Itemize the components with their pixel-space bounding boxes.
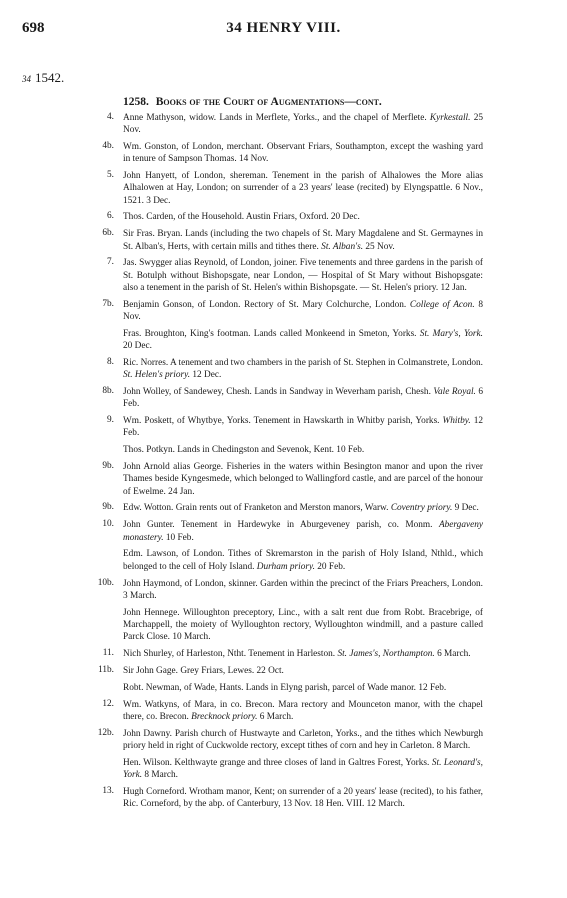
entry-date: 8 Nov. bbox=[123, 299, 483, 322]
entry-date: 9 Dec. bbox=[454, 503, 479, 514]
entry-body: John Haymond, of London, skinner. Garden within the precinct of the Friars Preachers, London. 3 March. bbox=[123, 578, 483, 601]
entry-source: St. Alban's. bbox=[321, 241, 364, 252]
entry-text bbox=[123, 665, 483, 677]
page-number: 698 bbox=[22, 20, 45, 36]
entry-source: Vale Royal. bbox=[433, 387, 476, 398]
entry-text bbox=[123, 502, 483, 514]
entry-source: Abergaveny monastery. bbox=[123, 520, 484, 543]
entry-source: St. James's, Northampton. bbox=[337, 648, 435, 659]
entry-text bbox=[123, 228, 483, 252]
entry-body: John Hanyett, of London, shereman. Tenement in the parish of Alhalowes the More alias Alhalowen at Hay, London; on surrender of a 23 years' lease (recited) by Elyngspattle. 6 Nov., 1521. 3 Dec. bbox=[123, 171, 483, 206]
list-item bbox=[0, 328, 567, 352]
entry-number: 12. bbox=[102, 698, 114, 709]
year-line bbox=[22, 70, 64, 86]
entry-date: 8 March. bbox=[144, 769, 178, 780]
list-item bbox=[0, 519, 567, 543]
section-title: Books of the Court of Augmentations—cont. bbox=[155, 96, 382, 108]
list-item bbox=[0, 415, 567, 439]
entry-source: St. Leonard's, York. bbox=[123, 757, 483, 780]
entry-text bbox=[123, 444, 483, 456]
entry-text bbox=[123, 357, 483, 381]
entry-body: Fras. Broughton, King's footman. Lands called Monkeend in Smeton, Yorks. bbox=[123, 328, 417, 339]
entry-date: 20 Feb. bbox=[317, 561, 346, 572]
entry-body: Jas. Swygger alias Reynold, of London, joiner. Five tenements and three gardens in the parish of St. Botulph without Bishopsgate, near London, — Hospital of St Mary without Bishopsgate: also a tenement in the parish of St. Helen's within Bishopsgate. — St. Helen's priory. 12 Jan. bbox=[123, 258, 483, 293]
entry-date: 25 Nov. bbox=[123, 113, 483, 136]
list-item bbox=[0, 699, 567, 723]
entry-text bbox=[123, 211, 483, 223]
list-item bbox=[0, 607, 567, 644]
entry-number: 4. bbox=[107, 112, 114, 122]
entry-date: 12 Feb. bbox=[123, 416, 483, 439]
entry-source: Brecknock priory. bbox=[191, 711, 258, 722]
entry-text bbox=[123, 699, 483, 723]
entry-number: 5. bbox=[107, 170, 114, 181]
entry-body: Thos. Carden, of the Household. Austin Friars, Oxford. 20 Dec. bbox=[123, 212, 360, 223]
entry-body: Anne Mathyson, widow. Lands in Merflete, Yorks., and the chapel of Merflete. bbox=[123, 113, 427, 123]
entry-number: 10. bbox=[102, 519, 114, 530]
list-item bbox=[0, 461, 567, 498]
entry-text bbox=[123, 757, 483, 781]
entry-number: 4b. bbox=[102, 141, 114, 152]
entry-number: 8b. bbox=[102, 386, 114, 397]
entry-text bbox=[123, 415, 483, 439]
entry-body: Hen. Wilson. Kelthwayte grange and three closes of land in Galtres Forest, Yorks. bbox=[123, 757, 430, 768]
entry-date: 6 Feb. bbox=[123, 387, 484, 410]
entry-body: Wm. Gonston, of London, merchant. Observant Friars, Southampton, except the washing yard in tenure of Sampson Thomas. 14 Nov. bbox=[123, 142, 483, 165]
entry-text bbox=[123, 548, 483, 572]
list-item bbox=[0, 228, 567, 252]
entry-number: 11. bbox=[102, 647, 114, 658]
entries-list bbox=[0, 112, 567, 815]
entry-body: Hugh Corneford. Wrotham manor, Kent; on surrender of a 20 years' lease (recited), to his father, Ric. Corneford, by the abp. of Canterbury, 13 Nov. 18 Hen. VIII. 12 March. bbox=[123, 786, 483, 810]
entry-body: John Gunter. Tenement in Hardewyke in Aburgeveney parish, co. Monm. bbox=[123, 520, 433, 531]
entry-text bbox=[123, 519, 483, 543]
entry-text bbox=[123, 578, 483, 602]
entry-body: Nich Shurley, of Harleston, Ntht. Tenement in Harleston. bbox=[123, 648, 336, 659]
list-item bbox=[0, 682, 567, 694]
entry-source: Whitby. bbox=[442, 416, 471, 427]
entry-source: Coventry priory. bbox=[390, 503, 453, 514]
entry-body: Edw. Wotton. Grain rents out of Franketon and Merston manors, Warw. bbox=[123, 503, 389, 514]
entry-text bbox=[123, 461, 483, 498]
entry-text bbox=[123, 386, 483, 410]
entry-number: 6b. bbox=[102, 228, 114, 239]
entry-source: College of Acon. bbox=[409, 299, 475, 310]
year: 1542. bbox=[35, 70, 65, 85]
entry-date: 25 Nov. bbox=[365, 241, 395, 252]
list-item bbox=[0, 786, 567, 810]
year-mark: 34 bbox=[22, 74, 31, 84]
entry-number: 8. bbox=[107, 356, 114, 367]
entry-body: John Dawny. Parish church of Hustwayte and Carleton, Yorks., and the tithes which Newburgh priory held in right of Cuckwolde rectory, except tithes of corn and hey in Carleton. 8 March. bbox=[123, 728, 483, 751]
entry-body: Benjamin Gonson, of London. Rectory of St. Mary Colchurche, London. bbox=[123, 299, 407, 310]
entry-source: Kyrkestall. bbox=[429, 113, 471, 123]
entry-body: Edm. Lawson, of London. Tithes of Skremarston in the parish of Holy Island, Nthld., which belonged to the cell of Holy Island. bbox=[123, 549, 483, 572]
entry-number: 12b. bbox=[97, 727, 114, 738]
list-item bbox=[0, 757, 567, 781]
entry-date: 10 Feb. bbox=[165, 532, 194, 543]
section-number: 1258. bbox=[123, 96, 149, 108]
list-item bbox=[0, 211, 567, 223]
entry-text bbox=[123, 648, 483, 660]
entry-body: Robt. Newman, of Wade, Hants. Lands in Elyng parish, parcel of Wade manor. 12 Feb. bbox=[123, 682, 447, 693]
entry-number: 9. bbox=[107, 415, 114, 426]
list-item bbox=[0, 141, 567, 165]
entry-number: 6. bbox=[107, 211, 114, 222]
entry-text bbox=[123, 786, 483, 810]
entry-text bbox=[123, 728, 483, 752]
list-item bbox=[0, 299, 567, 323]
entry-body: John Hennege. Willoughton preceptory, Linc., with a salt rent due from Robt. Bracebrige, of Marchappell, the moiety of Wylloughton rectory, Wylloughton windmill, and a pasture called Parck Close. 10 March. bbox=[123, 607, 483, 642]
entry-number: 10b. bbox=[97, 577, 114, 588]
entry-text bbox=[123, 299, 483, 323]
section-heading bbox=[123, 96, 382, 108]
entry-date: 20 Dec. bbox=[123, 341, 152, 352]
entry-body: John Arnold alias George. Fisheries in the waters within Besington manor and upon the river Thames beside Kyngesmede, which belonged to Wallingford castle, and are parcel of the honour of Ewelme. 24 Jan. bbox=[123, 462, 483, 497]
entry-source: Durham priory. bbox=[256, 561, 315, 572]
entry-number: 9b. bbox=[102, 502, 114, 513]
entry-text bbox=[123, 170, 483, 207]
list-item bbox=[0, 648, 567, 660]
entry-text bbox=[123, 328, 483, 352]
entry-text bbox=[123, 112, 483, 136]
entry-body: Sir John Gage. Grey Friars, Lewes. 22 Oct. bbox=[123, 665, 284, 676]
entry-number: 11b. bbox=[98, 664, 114, 675]
entry-body: Thos. Potkyn. Lands in Chedingston and Sevenok, Kent. 10 Feb. bbox=[123, 445, 365, 456]
running-head: 34 HENRY VIII. bbox=[226, 20, 341, 36]
entry-body: Sir Fras. Bryan. Lands (including the two chapels of St. Mary Magdalene and St. Germaynes in St. Alban's, Herts, with certain mills and tithes there. bbox=[123, 229, 483, 252]
entry-body: Wm. Poskett, of Whytbye, Yorks. Tenement in Hawskarth in Whitby parish, Yorks. bbox=[123, 416, 440, 427]
list-item bbox=[0, 548, 567, 572]
entry-date: 6 March. bbox=[437, 648, 471, 659]
entry-number: 7b. bbox=[102, 298, 114, 309]
list-item bbox=[0, 357, 567, 381]
entry-date: 6 March. bbox=[259, 711, 294, 722]
list-item bbox=[0, 170, 567, 207]
list-item bbox=[0, 502, 567, 514]
entry-body: John Wolley, of Sandewey, Chesh. Lands in Sandway in Weverham parish, Chesh. bbox=[123, 387, 431, 398]
list-item bbox=[0, 728, 567, 752]
entry-body: Ric. Norres. A tenement and two chambers in the parish of St. Stephen in Colmanstrete, London. bbox=[123, 357, 483, 368]
list-item bbox=[0, 578, 567, 602]
entry-number: 13. bbox=[102, 785, 114, 796]
entry-text bbox=[123, 682, 483, 694]
list-item bbox=[0, 665, 567, 677]
entry-source: St. Mary's, York. bbox=[419, 328, 484, 339]
entry-text bbox=[123, 607, 483, 644]
entry-source: St. Helen's priory. bbox=[123, 370, 191, 381]
list-item bbox=[0, 386, 567, 410]
list-item bbox=[0, 444, 567, 456]
entry-number: 7. bbox=[107, 257, 114, 268]
list-item bbox=[0, 112, 567, 136]
entry-text bbox=[123, 257, 483, 294]
entry-body: Wm. Watkyns, of Mara, in co. Brecon. Mara rectory and Mounceton manor, with the chapel there, co. Brecon. bbox=[123, 699, 483, 722]
entry-date: 12 Dec. bbox=[192, 370, 222, 381]
entry-number: 9b. bbox=[102, 461, 114, 472]
list-item bbox=[0, 257, 567, 294]
entry-text bbox=[123, 141, 483, 165]
